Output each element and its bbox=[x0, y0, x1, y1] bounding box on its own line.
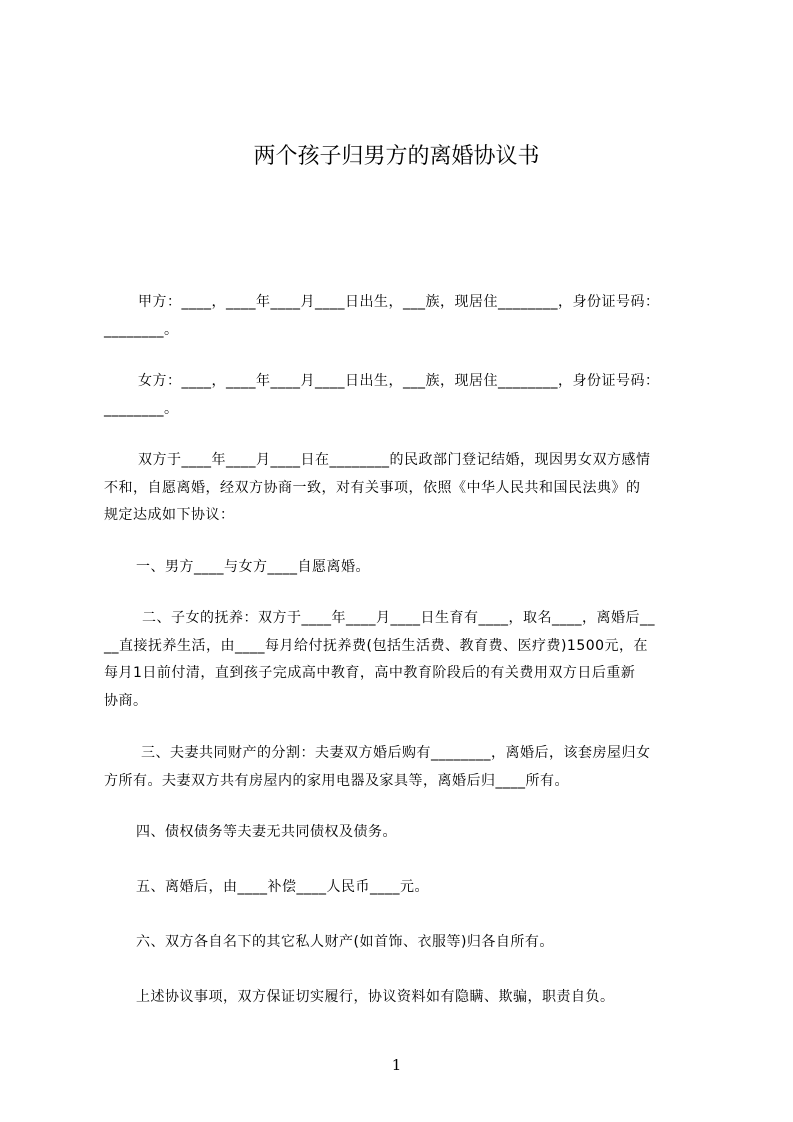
document-title: 两个孩子归男方的离婚协议书 bbox=[253, 144, 540, 169]
clause-2-line-1: 二、子女的抚养：双方于____年____月____日生育有____，取名____，离婚后__ bbox=[142, 610, 655, 626]
clause-4-line: 四、债权债务等夫妻无共同债权及债务。 bbox=[136, 824, 397, 840]
intro-line-1: 双方于____年____月____日在________的民政部门登记结婚，现因男女双方感情 bbox=[138, 452, 651, 468]
party-b-line-1: 女方：____，____年____月____日出生，___族，现居住________，身份证号码： bbox=[138, 373, 660, 389]
clause-2-line-2: __直接抚养生活，由____每月给付抚养费(包括生活费、教育费、医疗费)1500元，在 bbox=[104, 638, 649, 654]
clause-3-line-1: 三、夫妻共同财产的分割：夫妻双方婚后购有________，离婚后，该套房屋归女 bbox=[141, 745, 651, 761]
party-b-line-2: ________。 bbox=[104, 401, 179, 417]
clause-2-line-4: 协商。 bbox=[104, 693, 148, 709]
guarantee-line: 上述协议事项，双方保证切实履行，协议资料如有隐瞒、欺骗，职责自负。 bbox=[136, 989, 615, 1005]
page-number: 1 bbox=[391, 1056, 402, 1074]
clause-6-line: 六、双方各自名下的其它私人财产(如首饰、衣服等)归各自所有。 bbox=[136, 934, 554, 950]
clause-5-line: 五、离婚后，由____补偿____人民币____元。 bbox=[136, 879, 429, 895]
clause-2-line-3: 每月1日前付清，直到孩子完成高中教育，高中教育阶段后的有关费用双方日后重新 bbox=[104, 665, 636, 681]
clause-1-line: 一、男方____与女方____自愿离婚。 bbox=[136, 559, 370, 575]
party-a-line-2: ________。 bbox=[104, 322, 179, 338]
intro-line-2: 不和，自愿离婚，经双方协商一致，对有关事项，依照《中华人民共和国民法典》的 bbox=[104, 480, 641, 496]
clause-3-line-2: 方所有。夫妻双方共有房屋内的家用电器及家具等，离婚后归____所有。 bbox=[104, 773, 569, 789]
intro-line-3: 规定达成如下协议： bbox=[104, 507, 235, 523]
party-a-line-1: 甲方：____，____年____月____日出生，___族，现居住________，身份证号码： bbox=[138, 294, 660, 310]
